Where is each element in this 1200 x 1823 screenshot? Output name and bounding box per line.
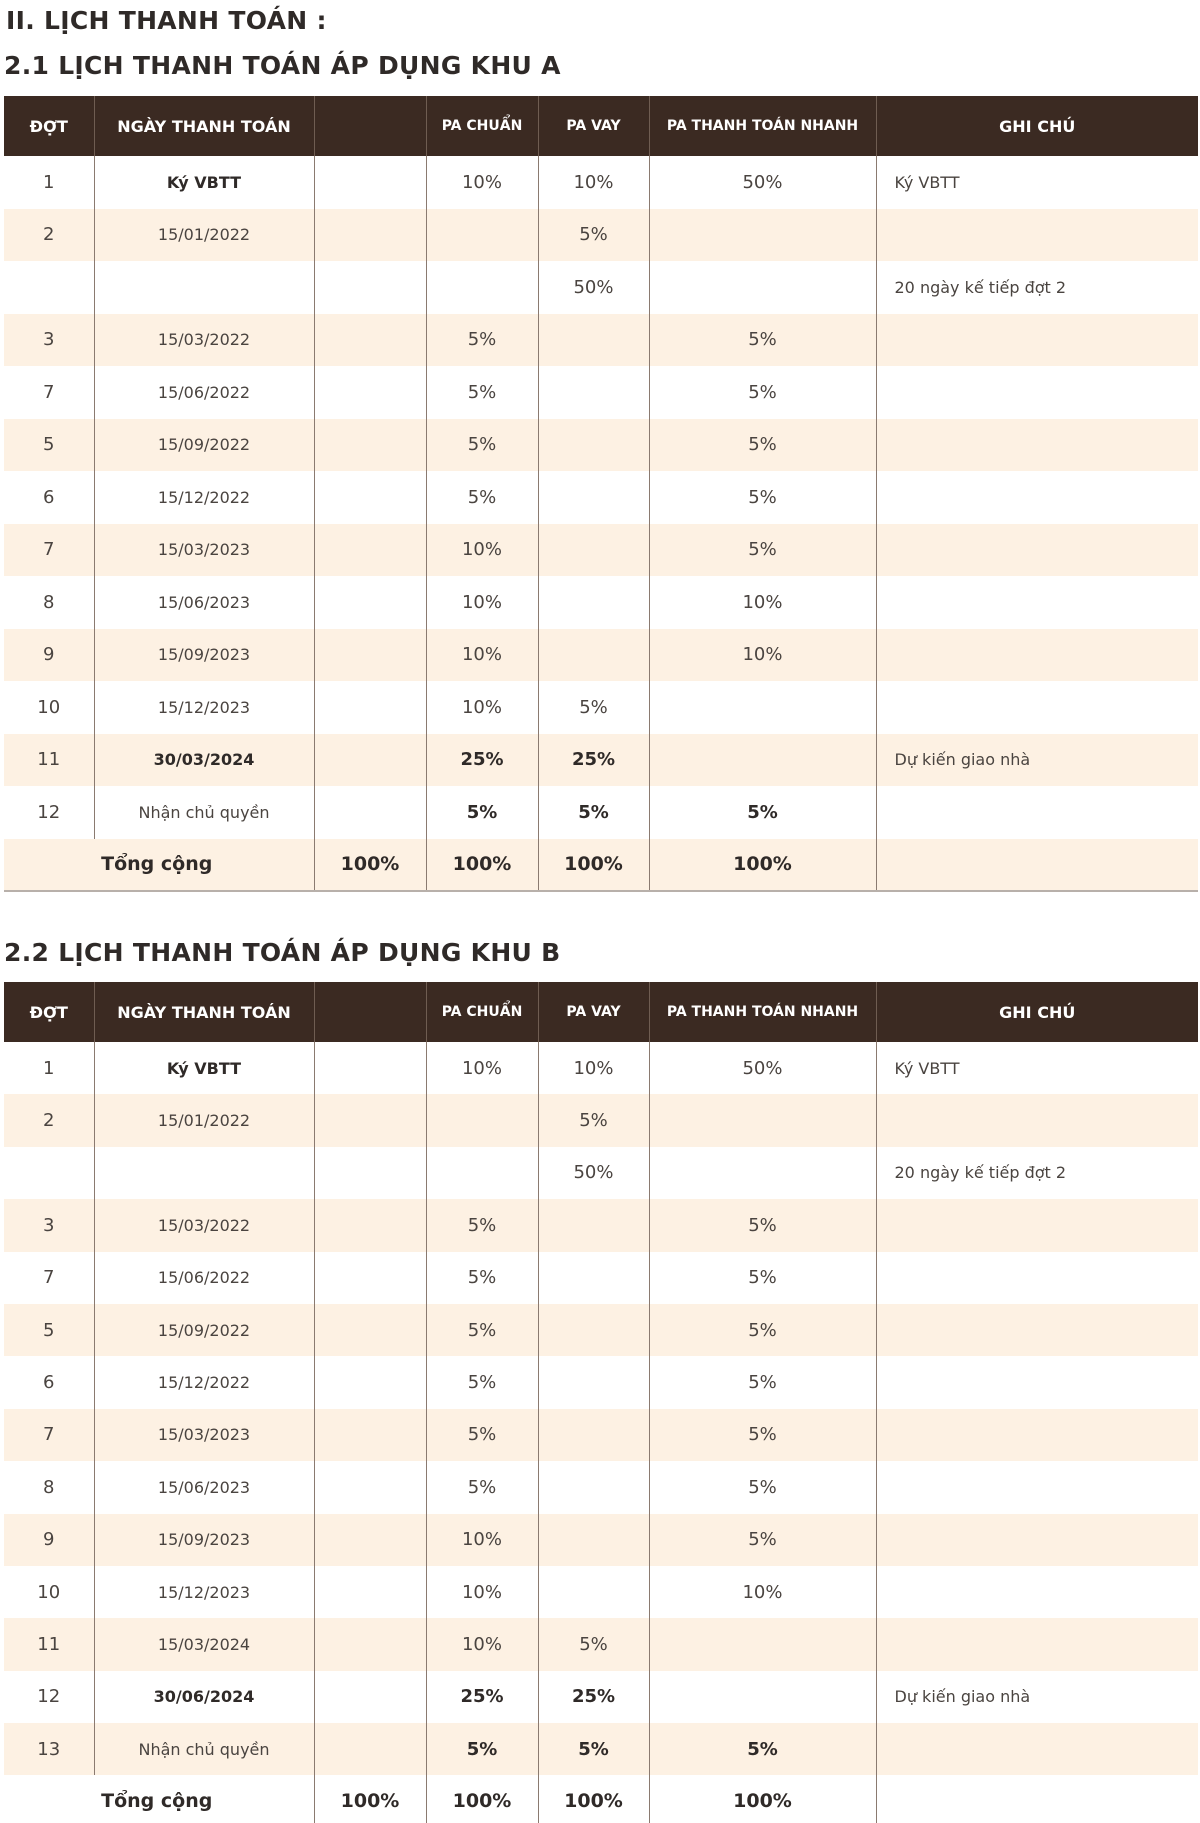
table-row <box>4 681 1198 734</box>
cell-ghi-chu <box>876 629 1198 682</box>
total-label: Tổng cộng <box>4 839 314 892</box>
cell-ngay: 15/12/2022 <box>94 1356 314 1408</box>
cell-ghi-chu <box>876 1409 1198 1461</box>
col-header-pa-chuan: PA CHUẨN <box>426 982 538 1042</box>
cell-pa-nhanh <box>649 261 876 314</box>
cell-ngay: 15/09/2022 <box>94 1304 314 1356</box>
cell-ngay: 15/09/2022 <box>94 419 314 472</box>
total-pa-chuan: 100% <box>426 1775 538 1823</box>
cell-pa-chuan: 10% <box>426 1566 538 1618</box>
cell-ghi-chu: 20 ngày kế tiếp đợt 2 <box>876 1147 1198 1199</box>
cell-pa-chuan: 5% <box>426 1723 538 1775</box>
total-ghi-chu <box>876 1775 1198 1823</box>
cell-pa-vay: 10% <box>538 1042 649 1094</box>
total-pa-chuan: 100% <box>426 839 538 892</box>
cell-pa-nhanh: 5% <box>649 1199 876 1251</box>
cell-blank <box>314 1252 426 1304</box>
page-title: II. LỊCH THANH TOÁN : <box>6 6 327 35</box>
cell-pa-nhanh: 5% <box>649 1723 876 1775</box>
cell-ghi-chu <box>876 1356 1198 1408</box>
cell-dot: 13 <box>37 1738 61 1760</box>
cell-pa-vay: 5% <box>538 1094 649 1146</box>
cell-dot: 2 <box>43 224 55 246</box>
cell-dot: 9 <box>43 644 55 666</box>
cell-ghi-chu <box>876 1566 1198 1618</box>
col-header-ngay-thanh-toan: NGÀY THANH TOÁN <box>94 982 314 1042</box>
cell-pa-vay <box>538 1356 649 1408</box>
cell-pa-vay <box>538 629 649 682</box>
cell-dot: 5 <box>43 1319 55 1341</box>
cell-pa-vay: 25% <box>538 1671 649 1723</box>
cell-ghi-chu <box>876 1304 1198 1356</box>
cell-blank <box>314 209 426 262</box>
cell-ghi-chu <box>876 1094 1198 1146</box>
cell-pa-chuan: 5% <box>426 366 538 419</box>
total-row <box>4 839 1198 892</box>
cell-ngay: Nhận chủ quyền <box>94 1723 314 1775</box>
cell-pa-vay <box>538 314 649 367</box>
col-header-pa-vay: PA VAY <box>538 982 649 1042</box>
cell-ghi-chu <box>876 1723 1198 1775</box>
cell-pa-vay <box>538 366 649 419</box>
cell-pa-nhanh: 5% <box>649 1409 876 1461</box>
table-row <box>4 524 1198 577</box>
cell-ngay: 15/12/2023 <box>94 681 314 734</box>
cell-dot: 3 <box>43 1214 55 1236</box>
cell-ngay: 15/03/2022 <box>94 314 314 367</box>
cell-ghi-chu: 20 ngày kế tiếp đợt 2 <box>876 261 1198 314</box>
table-header-row <box>4 982 1198 1042</box>
cell-ngay: Ký VBTT <box>94 1042 314 1094</box>
cell-pa-chuan: 5% <box>426 471 538 524</box>
cell-ghi-chu <box>876 1514 1198 1566</box>
table-row <box>4 629 1198 682</box>
cell-ngay: 15/03/2024 <box>94 1618 314 1670</box>
cell-ghi-chu <box>876 1252 1198 1304</box>
cell-pa-nhanh: 10% <box>649 629 876 682</box>
table-row <box>4 1094 1198 1146</box>
cell-pa-chuan: 10% <box>426 524 538 577</box>
cell-blank <box>314 734 426 787</box>
cell-dot: 1 <box>43 1057 55 1079</box>
cell-pa-vay <box>538 576 649 629</box>
cell-blank <box>314 1199 426 1251</box>
table-row <box>4 366 1198 419</box>
cell-ngay: 30/03/2024 <box>94 734 314 787</box>
cell-pa-vay <box>538 1304 649 1356</box>
cell-dot: 12 <box>37 801 61 823</box>
table-row <box>4 786 1198 839</box>
cell-ngay: 15/12/2023 <box>94 1566 314 1618</box>
payment-schedule-table-b <box>4 982 1198 1823</box>
total-blank: 100% <box>314 1775 426 1823</box>
cell-blank <box>314 1723 426 1775</box>
cell-pa-vay <box>538 1566 649 1618</box>
cell-dot: 7 <box>43 381 55 403</box>
cell-ngay: 15/06/2022 <box>94 366 314 419</box>
col-header-blank <box>314 982 426 1042</box>
total-pa-nhanh: 100% <box>649 1775 876 1823</box>
cell-pa-vay: 50% <box>538 1147 649 1199</box>
table-row <box>4 156 1198 209</box>
cell-pa-chuan: 10% <box>426 576 538 629</box>
cell-pa-vay <box>538 1409 649 1461</box>
cell-blank <box>314 576 426 629</box>
cell-ghi-chu <box>876 314 1198 367</box>
cell-pa-nhanh: 5% <box>649 524 876 577</box>
cell-ghi-chu <box>876 1618 1198 1670</box>
cell-pa-nhanh <box>649 734 876 787</box>
table-row <box>4 734 1198 787</box>
col-header-blank <box>314 96 426 156</box>
section-a-title: 2.1 LỊCH THANH TOÁN ÁP DỤNG KHU A <box>4 51 561 80</box>
table-row <box>4 1356 1198 1408</box>
cell-dot: 12 <box>37 1686 61 1708</box>
cell-pa-chuan: 5% <box>426 1461 538 1513</box>
table-row <box>4 314 1198 367</box>
cell-pa-nhanh: 5% <box>649 419 876 472</box>
cell-blank <box>314 1409 426 1461</box>
cell-ghi-chu <box>876 471 1198 524</box>
cell-dot: 10 <box>37 1581 61 1603</box>
cell-ngay: 15/03/2023 <box>94 524 314 577</box>
cell-dot: 7 <box>43 1424 55 1446</box>
cell-dot: 9 <box>43 1529 55 1551</box>
cell-pa-nhanh: 5% <box>649 471 876 524</box>
cell-pa-chuan: 5% <box>426 1252 538 1304</box>
cell-pa-nhanh: 5% <box>649 1461 876 1513</box>
cell-pa-chuan: 5% <box>426 1356 538 1408</box>
cell-ngay: 15/03/2023 <box>94 1409 314 1461</box>
cell-pa-chuan: 10% <box>426 681 538 734</box>
cell-ghi-chu <box>876 209 1198 262</box>
total-pa-vay: 100% <box>538 839 649 892</box>
col-header-dot: ĐỢT <box>4 96 94 156</box>
cell-blank <box>314 629 426 682</box>
cell-ghi-chu: Dự kiến giao nhà <box>876 1671 1198 1723</box>
cell-ghi-chu <box>876 1199 1198 1251</box>
cell-pa-vay: 10% <box>538 156 649 209</box>
cell-pa-vay: 5% <box>538 786 649 839</box>
cell-pa-nhanh: 5% <box>649 366 876 419</box>
cell-pa-chuan: 5% <box>426 786 538 839</box>
table-row <box>4 1252 1198 1304</box>
cell-ghi-chu <box>876 786 1198 839</box>
cell-pa-chuan: 10% <box>426 629 538 682</box>
cell-ngay: 15/09/2023 <box>94 629 314 682</box>
cell-blank <box>314 1461 426 1513</box>
cell-ngay: Ký VBTT <box>94 156 314 209</box>
cell-pa-chuan: 10% <box>426 1042 538 1094</box>
cell-dot: 8 <box>43 1476 55 1498</box>
cell-pa-nhanh: 50% <box>649 156 876 209</box>
cell-pa-chuan: 25% <box>426 734 538 787</box>
cell-blank <box>314 1671 426 1723</box>
col-header-ngay-thanh-toan: NGÀY THANH TOÁN <box>94 96 314 156</box>
cell-dot: 6 <box>43 486 55 508</box>
table-row <box>4 1618 1198 1670</box>
cell-pa-nhanh <box>649 1618 876 1670</box>
total-row <box>4 1775 1198 1823</box>
cell-pa-nhanh: 5% <box>649 1304 876 1356</box>
cell-blank <box>314 681 426 734</box>
cell-ngay: 15/09/2023 <box>94 1514 314 1566</box>
table-row <box>4 1723 1198 1775</box>
col-header-ghi-chu: GHI CHÚ <box>876 982 1198 1042</box>
cell-dot: 10 <box>37 696 61 718</box>
cell-pa-nhanh <box>649 209 876 262</box>
cell-dot: 3 <box>43 329 55 351</box>
cell-blank <box>314 1356 426 1408</box>
cell-blank <box>314 1094 426 1146</box>
cell-pa-chuan: 5% <box>426 1304 538 1356</box>
cell-blank <box>314 419 426 472</box>
cell-blank <box>314 1566 426 1618</box>
cell-pa-nhanh <box>649 1671 876 1723</box>
cell-pa-chuan: 5% <box>426 419 538 472</box>
cell-blank <box>314 261 426 314</box>
cell-ngay: 15/12/2022 <box>94 471 314 524</box>
cell-dot: 5 <box>43 434 55 456</box>
cell-pa-nhanh: 10% <box>649 1566 876 1618</box>
cell-pa-nhanh: 5% <box>649 1514 876 1566</box>
table-row <box>4 419 1198 472</box>
cell-pa-chuan: 10% <box>426 156 538 209</box>
col-header-ghi-chu: GHI CHÚ <box>876 96 1198 156</box>
cell-pa-vay: 50% <box>538 261 649 314</box>
cell-ghi-chu <box>876 366 1198 419</box>
cell-ngay: 30/06/2024 <box>94 1671 314 1723</box>
table-row <box>4 1042 1198 1094</box>
cell-pa-vay <box>538 524 649 577</box>
cell-pa-chuan: 5% <box>426 314 538 367</box>
cell-blank <box>314 1514 426 1566</box>
cell-blank <box>314 1147 426 1199</box>
cell-pa-chuan <box>426 209 538 262</box>
cell-ngay: 15/01/2022 <box>94 209 314 262</box>
cell-dot: 7 <box>43 539 55 561</box>
cell-pa-nhanh <box>649 681 876 734</box>
table-row <box>4 1671 1198 1723</box>
cell-blank <box>314 1618 426 1670</box>
table-row <box>4 1409 1198 1461</box>
total-ghi-chu <box>876 839 1198 892</box>
table-row <box>4 1461 1198 1513</box>
cell-dot: 8 <box>43 591 55 613</box>
cell-ghi-chu <box>876 681 1198 734</box>
table-row <box>4 1199 1198 1251</box>
cell-pa-vay <box>538 419 649 472</box>
cell-pa-vay <box>538 1252 649 1304</box>
cell-ghi-chu: Ký VBTT <box>876 156 1198 209</box>
total-label: Tổng cộng <box>4 1775 314 1823</box>
cell-pa-vay: 25% <box>538 734 649 787</box>
col-header-dot: ĐỢT <box>4 982 94 1042</box>
cell-pa-chuan <box>426 1147 538 1199</box>
table-header-row <box>4 96 1198 156</box>
cell-blank <box>314 471 426 524</box>
table-row <box>4 1566 1198 1618</box>
cell-dot: 6 <box>43 1372 55 1394</box>
cell-dot <box>4 261 94 314</box>
cell-pa-nhanh: 50% <box>649 1042 876 1094</box>
cell-pa-vay <box>538 1199 649 1251</box>
cell-blank <box>314 156 426 209</box>
cell-ngay: 15/03/2022 <box>94 1199 314 1251</box>
cell-pa-nhanh <box>649 1147 876 1199</box>
cell-blank <box>314 1042 426 1094</box>
table-row <box>4 576 1198 629</box>
cell-pa-vay <box>538 1461 649 1513</box>
cell-dot: 7 <box>43 1267 55 1289</box>
col-header-pa-vay: PA VAY <box>538 96 649 156</box>
cell-pa-nhanh: 5% <box>649 1356 876 1408</box>
cell-ghi-chu <box>876 1461 1198 1513</box>
cell-ngay: 15/06/2022 <box>94 1252 314 1304</box>
cell-dot: 11 <box>37 749 61 771</box>
cell-pa-vay: 5% <box>538 1618 649 1670</box>
table-row <box>4 209 1198 262</box>
section-b-title: 2.2 LỊCH THANH TOÁN ÁP DỤNG KHU B <box>4 938 561 967</box>
cell-pa-vay <box>538 471 649 524</box>
cell-blank <box>314 314 426 367</box>
cell-pa-nhanh: 5% <box>649 786 876 839</box>
table-row <box>4 261 1198 314</box>
cell-ghi-chu <box>876 524 1198 577</box>
cell-ghi-chu <box>876 576 1198 629</box>
cell-pa-vay: 5% <box>538 1723 649 1775</box>
cell-ngay: 15/06/2023 <box>94 576 314 629</box>
cell-dot <box>4 1147 94 1199</box>
cell-pa-nhanh: 5% <box>649 1252 876 1304</box>
cell-blank <box>314 786 426 839</box>
col-header-pa-chuan: PA CHUẨN <box>426 96 538 156</box>
cell-pa-chuan <box>426 1094 538 1146</box>
cell-pa-nhanh: 5% <box>649 314 876 367</box>
cell-pa-chuan: 5% <box>426 1409 538 1461</box>
cell-ngay <box>94 261 314 314</box>
cell-ghi-chu: Ký VBTT <box>876 1042 1198 1094</box>
table-row <box>4 471 1198 524</box>
cell-ngay: 15/01/2022 <box>94 1094 314 1146</box>
cell-blank <box>314 524 426 577</box>
cell-pa-vay: 5% <box>538 209 649 262</box>
cell-pa-nhanh <box>649 1094 876 1146</box>
cell-pa-chuan: 25% <box>426 1671 538 1723</box>
cell-pa-vay: 5% <box>538 681 649 734</box>
table-row <box>4 1147 1198 1199</box>
cell-pa-nhanh: 10% <box>649 576 876 629</box>
table-row <box>4 1304 1198 1356</box>
total-blank: 100% <box>314 839 426 892</box>
cell-dot: 1 <box>43 171 55 193</box>
total-pa-nhanh: 100% <box>649 839 876 892</box>
cell-blank <box>314 1304 426 1356</box>
cell-ghi-chu: Dự kiến giao nhà <box>876 734 1198 787</box>
cell-pa-chuan: 10% <box>426 1514 538 1566</box>
cell-pa-vay <box>538 1514 649 1566</box>
total-pa-vay: 100% <box>538 1775 649 1823</box>
col-header-pa-thanh-toan-nhanh: PA THANH TOÁN NHANH <box>649 982 876 1042</box>
cell-ngay: Nhận chủ quyền <box>94 786 314 839</box>
cell-pa-chuan: 10% <box>426 1618 538 1670</box>
cell-ngay <box>94 1147 314 1199</box>
cell-dot: 11 <box>37 1633 61 1655</box>
cell-blank <box>314 366 426 419</box>
cell-dot: 2 <box>43 1110 55 1132</box>
table-row <box>4 1514 1198 1566</box>
payment-schedule-table-a <box>4 96 1198 892</box>
cell-pa-chuan <box>426 261 538 314</box>
col-header-pa-thanh-toan-nhanh: PA THANH TOÁN NHANH <box>649 96 876 156</box>
cell-pa-chuan: 5% <box>426 1199 538 1251</box>
cell-ghi-chu <box>876 419 1198 472</box>
cell-ngay: 15/06/2023 <box>94 1461 314 1513</box>
